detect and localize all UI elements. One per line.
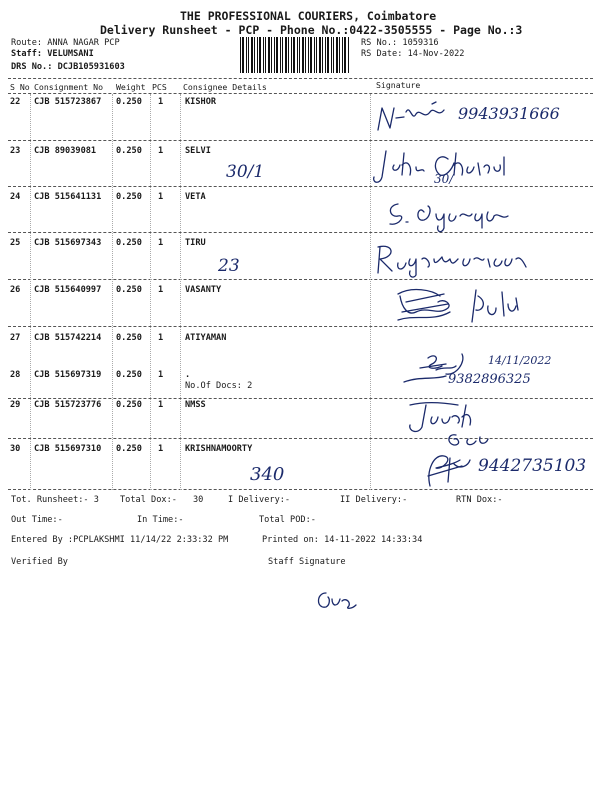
handwritten-note-30: 340 [250,464,285,485]
barcode-bar [268,37,270,73]
signature-tiru [370,237,550,282]
barcode-bar [316,37,317,73]
barcode-bar [308,37,309,73]
row-consignment-no: CJB 515697310 [34,444,102,454]
barcode-bar [322,37,323,73]
barcode-bar [319,37,321,73]
header-divider-bottom [8,93,593,94]
verified-by: Verified By [11,557,68,567]
row-pcs: 1 [158,146,164,156]
row-sno: 22 [10,97,21,107]
row-consignment-no: CJB 515723867 [34,97,102,107]
row-weight: 0.250 [116,285,142,295]
i-delivery: I Delivery:- [228,495,291,505]
barcode-bar [297,37,298,73]
barcode-bar [302,37,304,73]
barcode-bar [314,37,315,73]
row-weight: 0.250 [116,146,142,156]
company-title: THE PROFESSIONAL COURIERS, Coimbatore [180,9,437,23]
total-dox-value: 30 [193,495,204,505]
signature-nmss [396,395,506,450]
total-dox-label: Total Dox:- [120,495,177,505]
row-consignee-name: . [185,370,191,380]
row-consignment-no: CJB 515697319 [34,370,102,380]
barcode-bar [240,37,241,73]
row-pcs: 1 [158,400,164,410]
column-guide [150,94,151,490]
staff-signature-label: Staff Signature [268,557,346,567]
barcode-bar [259,37,261,73]
row-pcs: 1 [158,285,164,295]
barcode-bar [248,37,249,73]
row-weight: 0.250 [116,192,142,202]
barcode-bar [242,37,244,73]
staff-signature-mark [312,585,362,615]
signature-vasanty [392,282,532,332]
handwritten-date-28: 14/11/2022 [488,354,552,367]
col-weight: Weight [116,82,146,92]
row-weight: 0.250 [116,333,142,343]
drs-number: DRS No.: DCJB105931603 [11,62,125,72]
in-time: In Time:- [137,515,184,525]
row-weight: 0.250 [116,400,142,410]
row-pcs: 1 [158,238,164,248]
barcode-bar [336,37,338,73]
barcode-bar [344,37,346,73]
col-pcs: PCS [152,82,167,92]
signature-veta [384,194,534,234]
barcode-bar [310,37,312,73]
row-consignment-no: CJB 515641131 [34,192,102,202]
row-weight: 0.250 [116,238,142,248]
barcode-bar [257,37,258,73]
barcode-bar [331,37,332,73]
rs-number: RS No.: 1059316 [361,38,439,48]
printed-on: Printed on: 14-11-2022 14:33:34 [262,535,423,545]
row-weight: 0.250 [116,97,142,107]
handwritten-phone-2: 9382896325 [448,372,531,387]
row-pcs: 1 [158,192,164,202]
barcode-bar [271,37,272,73]
column-guide [112,94,113,490]
barcode-bar [339,37,340,73]
barcode-bar [299,37,300,73]
row-consignee-name: TIRU [185,238,206,248]
barcode-bar [276,37,278,73]
col-consignment: Consignment No [34,82,104,92]
total-pod: Total POD:- [259,515,316,525]
row-pcs: 1 [158,333,164,343]
handwritten-note-tiru: 23 [218,256,240,276]
barcode-bar [274,37,275,73]
ii-delivery: II Delivery:- [340,495,408,505]
row-sno: 28 [10,370,21,380]
barcode-bar [285,37,287,73]
row-doc-count: No.Of Docs: 2 [185,381,253,391]
row-weight: 0.250 [116,444,142,454]
row-sno: 30 [10,444,21,454]
barcode-bar [342,37,343,73]
barcode-bar [265,37,266,73]
barcode-bar [254,37,255,73]
row-consignee-name: KISHOR [185,97,217,107]
handwritten-phone-3: 9442735103 [478,456,587,476]
row-consignment-no: CJB 89039081 [34,146,97,156]
signature-krishnamoorty [420,446,480,494]
row-pcs: 1 [158,444,164,454]
row-pcs: 1 [158,370,164,380]
entered-by: Entered By :PCPLAKSHMI 11/14/22 2:33:32 PM [11,535,229,545]
col-signature: Signature [376,80,421,90]
barcode-bar [291,37,292,73]
row-weight: 0.250 [116,370,142,380]
row-consignee-name: KRISHNAMOORTY [185,444,253,454]
row-consignee-name: ATIYAMAN [185,333,227,343]
barcode-bar [288,37,289,73]
rs-date: RS Date: 14-Nov-2022 [361,49,465,59]
col-sno: S No [10,82,30,92]
handwritten-note-john: 30/ [434,172,454,186]
barcode-bar [305,37,306,73]
row-divider [8,140,593,141]
row-consignee-name: VASANTY [185,285,222,295]
barcode [240,37,352,73]
row-consignment-no: CJB 515640997 [34,285,102,295]
row-divider [8,489,593,490]
barcode-bar [293,37,295,73]
row-sno: 24 [10,192,21,202]
col-consignee: Consignee Details [183,82,267,92]
row-sno: 23 [10,146,21,156]
row-consignee-name: VETA [185,192,206,202]
barcode-bar [280,37,281,73]
row-pcs: 1 [158,97,164,107]
barcode-bar [327,37,329,73]
route-label: Route: ANNA NAGAR PCP [11,38,120,48]
header-divider-top [8,78,593,79]
barcode-bar [325,37,326,73]
rtn-dox: RTN Dox:- [456,495,503,505]
row-sno: 29 [10,400,21,410]
row-sno: 25 [10,238,21,248]
handwritten-note-selvi: 30/1 [226,162,265,182]
row-sno: 27 [10,333,21,343]
barcode-bar [333,37,334,73]
barcode-bar [282,37,283,73]
barcode-bar [348,37,349,73]
row-consignment-no: CJB 515723776 [34,400,102,410]
staff-label: Staff: VELUMSANI [11,49,94,59]
runsheet-subtitle: Delivery Runsheet - PCP - Phone No.:0422-3505555 - Page No.:3 [100,23,523,37]
barcode-bar [246,37,247,73]
row-consignee-name: NMSS [185,400,206,410]
row-consignment-no: CJB 515742214 [34,333,102,343]
barcode-bar [251,37,253,73]
column-guide [30,94,31,490]
row-sno: 26 [10,285,21,295]
barcode-bar [263,37,264,73]
out-time: Out Time:- [11,515,63,525]
row-consignment-no: CJB 515697343 [34,238,102,248]
total-runsheet: Tot. Runsheet:- 3 [11,495,99,505]
column-guide [180,94,181,490]
row-consignee-name: SELVI [185,146,211,156]
handwritten-phone-1: 9943931666 [458,104,560,123]
